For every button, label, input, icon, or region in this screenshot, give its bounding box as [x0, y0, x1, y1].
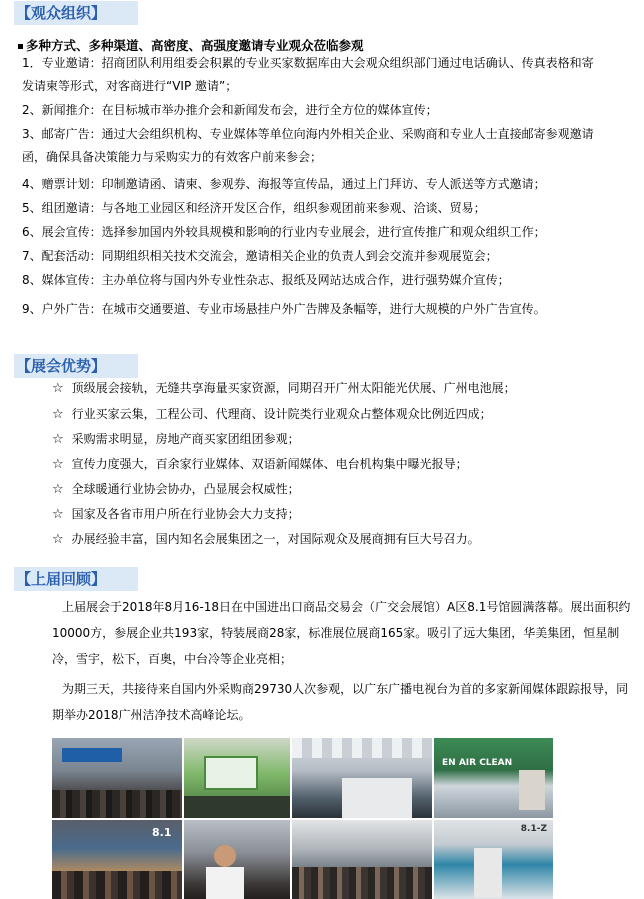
advantage-item-4: ☆ 宣传力度强大，百余家行业媒体、双语新闻媒体、电台机构集中曝光报导；	[52, 457, 468, 472]
audience-item-8: 8、媒体宣传：主办单位将与国内外专业性杂志、报纸及网站达成合作，进行强势媒介宣传；	[22, 273, 510, 287]
advantage-item-3: ☆ 采购需求明显，房地产商买家团组团参观；	[52, 432, 300, 447]
photo-exhibitor-booth	[434, 820, 553, 899]
star-icon: ☆	[52, 532, 64, 547]
star-icon: ☆	[52, 507, 64, 522]
audience-item-6: 6、展会宣传：选择参加国内外较具规模和影响的行业内专业展会，进行宣传推广和观众组织工作；	[22, 225, 546, 239]
section-title-review: 【上届回顾】	[14, 567, 138, 591]
star-icon: ☆	[52, 457, 64, 472]
audience-item-9: 9、户外广告：在城市交通要道、专业市场悬挂户外广告牌及条幅等，进行大规模的户外广告宣传。	[22, 302, 546, 316]
advantage-item-6: ☆ 国家及各省市用户所在行业协会大力支持；	[52, 507, 300, 522]
audience-item-5: 5、组团邀请：与各地工业园区和经济开发区合作，组织参观团前来参观、洽谈、贸易；	[22, 201, 486, 215]
section-title-advantages: 【展会优势】	[14, 354, 138, 378]
audience-item-4: 4、赠票计划：印制邀请函、请柬、参观券、海报等宣传品，通过上门拜访、专人派送等方式邀请；	[22, 177, 546, 191]
photo-booth-sign	[434, 738, 553, 818]
audience-subtitle-text: 多种方式、多种渠道、高密度、高强度邀请专业观众莅临参观	[26, 38, 364, 53]
advantage-item-7: ☆ 办展经验丰富，国内知名会展集团之一，对国际观众及展商拥有巨大号召力。	[52, 532, 480, 547]
exhibition-photo-collage	[52, 738, 561, 899]
star-icon: ☆	[52, 482, 64, 497]
photo-hall-entrance	[52, 820, 182, 899]
hall-number-sign: 8.1	[152, 826, 172, 839]
star-icon: ☆	[52, 381, 64, 396]
section-title-audience: 【观众组织】	[14, 1, 138, 25]
advantage-item-1: ☆ 顶级展会接轨，无缝共享海量买家资源，同期召开广州太阳能光伏展、广州电池展；	[52, 381, 516, 396]
photo-aisle	[292, 820, 432, 899]
photo-booth-green	[184, 738, 290, 818]
audience-item-2: 2、新闻推介：在目标城市举办推介会和新闻发布会，进行全方位的媒体宣传；	[22, 103, 438, 117]
photo-visitors	[184, 820, 290, 899]
audience-item-3: 3、邮寄广告：通过大会组织机构、专业媒体等单位向海内外相关企业、采购商和专业人士直接邮寄参观邀请 函，确保具备决策能力与采购实力的有效客户前来参会；	[22, 127, 594, 164]
audience-item-7: 7、配套活动：同期组织相关技术交流会，邀请相关企业的负责人到会交流并参观展览会；	[22, 249, 498, 263]
photo-hall-crowd	[52, 738, 182, 818]
hall-zone-sign: 8.1-Z	[520, 824, 547, 834]
booth-sign-text: EN AIR CLEAN	[442, 758, 513, 768]
audience-item-1: 1．专业邀请：招商团队利用组委会积累的专业买家数据库由大会观众组织部门通过电话确认、传真表格和寄 发请柬等形式，对客商进行“VIP 邀请”；	[22, 56, 594, 93]
review-paragraph-1: 上届展会于2018年8月16-18日在中国进出口商品交易会（广交会展馆）A区8.1号馆圆满落幕。展出面积约10000方，参展企业共193家，特装展商28家，标准展位展商165家。吸引了远大集团，华美集团，恒星制冷，雪宇，松下，百奥，中台冷等企业亮相；	[52, 600, 631, 666]
review-paragraph-2: 为期三天，共接待来自国内外采购商29730人次参观，以广东广播电视台为首的多家新闻媒体跟踪报导，同期举办2018广州洁净技术高峰论坛。	[52, 682, 629, 722]
square-bullet-icon	[18, 44, 23, 49]
advantage-item-2: ☆ 行业买家云集，工程公司、代理商、设计院类行业观众占整体观众比例近四成；	[52, 407, 492, 422]
advantage-item-5: ☆ 全球暖通行业协会协办，凸显展会权威性；	[52, 482, 300, 497]
photo-booth-ceiling	[292, 738, 432, 818]
star-icon: ☆	[52, 432, 64, 447]
star-icon: ☆	[52, 407, 64, 422]
